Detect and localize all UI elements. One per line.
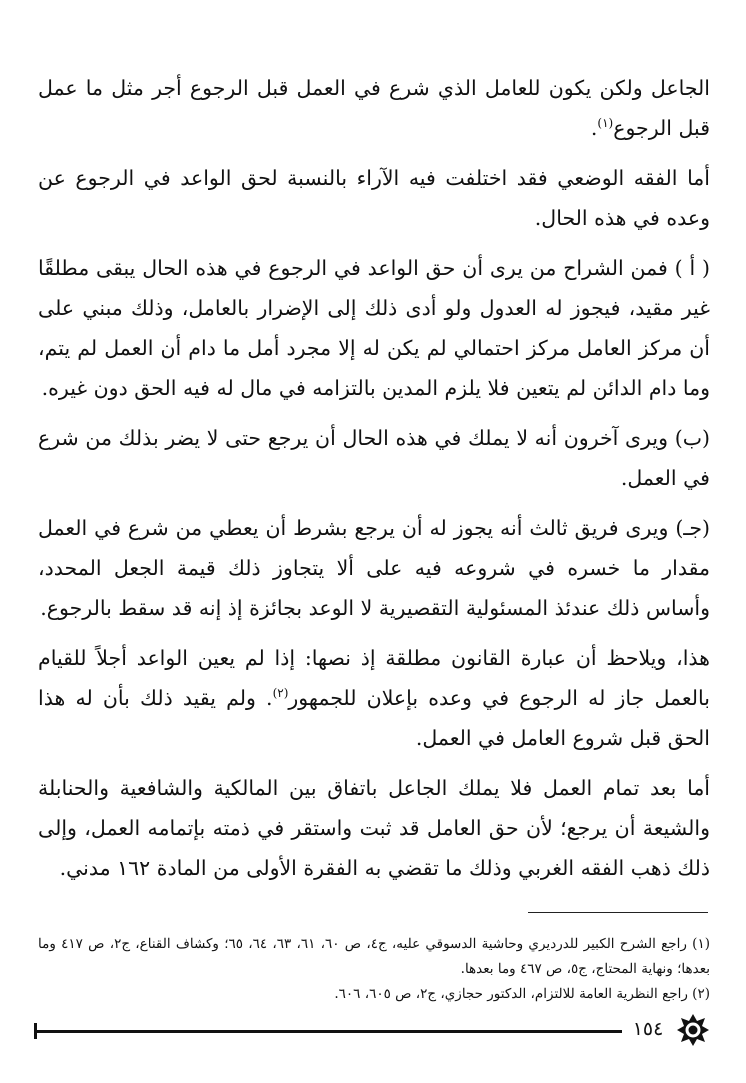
paragraph-3: ( أ ) فمن الشراح من يرى أن حق الواعد في الرجوع في هذه الحال يبقى مطلقًا غير مقيد، فيجوز له العدول ولو أدى ذلك إلى الإضرار بالعامل، وذلك مبني على أن مركز العامل مركز احتمالي لم يكن له إلا مجرد أمل ما دام أن العمل لم يتم، وما دام الدائن لم يتعين فلا يلزم المدين بالتزامه في مال له فيه الحق دون غيره. (38, 256, 710, 400)
paragraph-6: هذا، ويلاحظ أن عبارة القانون مطلقة إذ نصها: إذا لم يعين الواعد أجلاً للقيام بالعمل جاز له الرجوع في وعده بإعلان للجمهور$^{(٢)}$. ولم يقيد ذلك بأن له هذا الحق قبل شروع العامل في العمل. (38, 646, 710, 750)
footnote-1: (١) راجع الشرح الكبير للدرديري وحاشية الدسوقي عليه، ج٤، ص ٦٠، ٦١، ٦٣، ٦٤، ٦٥؛ وكشاف القناع، ج٢، ص ٤١٧ وما بعدها؛ ونهاية المحتاج، ج٥، ص ٤٦٧ وما بعدها. (38, 936, 710, 977)
footnote-2: (٢) راجع النظرية العامة للالتزام، الدكتور حجازي، ج٢، ص ٦٠٥، ٦٠٦. (334, 986, 710, 1002)
footnote-ref-1[interactable]: (١) (597, 116, 614, 131)
paragraph-5: (جـ) ويرى فريق ثالث أنه يجوز له أن يرجع بشرط أن يعطي من شرع في العمل مقدار ما خسره في شروعه فيه على ألا يتجاوز ذلك قيمة الجعل المحدد، وأساس ذلك عندئذ المسئولية التقصيرية لا الوعد بجائزة إذ إنه قد سقط بالرجوع. (38, 516, 710, 620)
paragraph-4: (ب) ويرى آخرون أنه لا يملك في هذه الحال أن يرجع حتى لا يضر بذلك من شرع في العمل. (38, 426, 710, 490)
ornament-icon (676, 1013, 710, 1047)
bottom-rule (36, 1030, 622, 1033)
paragraph-7: أما بعد تمام العمل فلا يملك الجاعل باتفاق بين المالكية والشافعية والحنابلة والشيعة أن يرجع؛ لأن حق العامل قد ثبت واستقر في ذمته بإتمامه العمل، وإلى ذلك ذهب الفقه الغربي وذلك ما تقضي به الفقرة الأولى من المادة ١٦٢ مدني. (38, 776, 710, 880)
main-text (38, 68, 710, 898)
footnotes (38, 932, 710, 1007)
paragraph-2: أما الفقه الوضعي فقد اختلفت فيه الآراء بالنسبة لحق الواعد في الرجوع عن وعده في هذه الحال. (38, 166, 710, 230)
paragraph-1: الجاعل ولكن يكون للعامل الذي شرع في العمل قبل الرجوع أجر مثل ما عمل قبل الرجوع$^{(١)}$. (38, 76, 710, 140)
page-number: ١٥٤ (632, 1018, 664, 1040)
footnote-separator (528, 912, 708, 913)
footnote-ref-2[interactable]: (٢) (272, 686, 289, 701)
